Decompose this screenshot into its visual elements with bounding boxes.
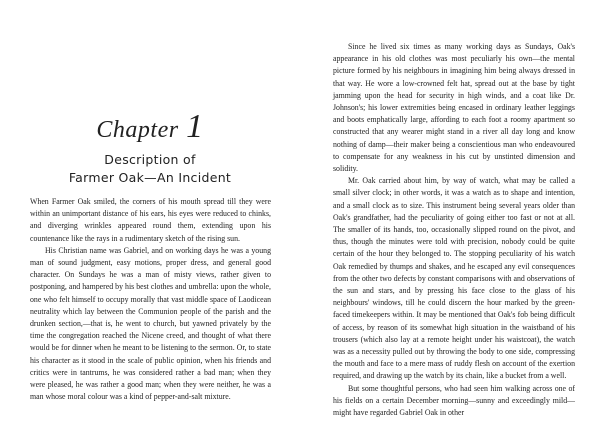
- right-page: [300, 0, 600, 432]
- chapter-heading: [0, 108, 300, 145]
- chapter-title-line-1: Description of: [104, 152, 196, 167]
- paragraph: But some thoughtful persons, who had seen him walking across one of his fields on a certain December morning—sunny and exceedingly mild—might have regarded Gabriel Oak in other: [333, 383, 575, 418]
- left-body-text: [30, 196, 271, 403]
- paragraph: His Christian name was Gabriel, and on working days he was a young man of sound judgment, easy motions, proper dress, and general good character. On Sundays he was a man of misty views, rather given to postponing, and hampered by his best clothes and umbrella: upon the whole, one who felt himself to occupy morally that vast middle space of Laodicean neutrality which lay between the Communion people of the parish and the drunken section,—that is, he went to church, but yawned privately by the time the congregation reached the Nicene creed, and thought of what there would be for dinner when he meant to be listening to the sermon. Or, to state his character as it stood in the scale of public opinion, when his friends and critics were in tantrums, he was considered rather a bad man; when they were pleased, he was rather a good man; when they were neither, he was a man whose moral colour was a kind of pepper-and-salt mixture.: [30, 245, 271, 402]
- right-body-text: [333, 41, 575, 419]
- paragraph: Mr. Oak carried about him, by way of watch, what may be called a small silver clock; in other words, it was a watch as to shape and intention, and a small clock as to size. This instrument being several years older than Oak's grandfather, had the peculiarity of going either too fast or not at all. The smaller of its hands, too, occasionally slipped round on the pivot, and thus, though the minutes were told with precision, nobody could be quite certain of the hour they belonged to. The stopping peculiarity of his watch Oak remedied by thumps and shakes, and he escaped any evil consequences from the other two defects by constant comparisons with and observations of the sun and stars, and by pressing his face close to the glass of his neighbours' windows, till he could discern the hour marked by the green-faced timekeepers within. It may be mentioned that Oak's fob being difficult of access, by reason of its somewhat high situation in the waistband of his trousers (which also lay at a remote height under his waistcoat), the watch was as a necessity pulled out by throwing the body to one side, compressing the mouth and face to a mere mass of ruddy flesh on account of the exertion required, and drawing up the watch by its chain, like a bucket from a well.: [333, 176, 575, 381]
- chapter-word: Chapter: [96, 117, 179, 143]
- chapter-title-line-2: Farmer Oak—An Incident: [68, 170, 232, 185]
- chapter-number: 1: [186, 108, 204, 145]
- chapter-title: [0, 151, 300, 187]
- paragraph: Since he lived six times as many working days as Sundays, Oak's appearance in his old clothes was most peculiarly his own—the mental picture formed by his neighbours in imagining him being always dressed in that way. He wore a low-crowned felt hat, spread out at the base by tight jamming upon the head for security in high winds, and a coat like Dr. Johnson's; his lower extremities being encased in ordinary leather leggings and boots emphatically large, affording to each foot a roomy apartment so constructed that any wearer might stand in a river all day long and know nothing of damp—their maker being a conscientious man who endeavoured to compensate for any weakness in his cut by unstinted dimension and solidity.: [333, 42, 575, 174]
- paragraph: When Farmer Oak smiled, the corners of his mouth spread till they were within an unimportant distance of his ears, his eyes were reduced to chinks, and diverging wrinkles appeared round them, extending upon his countenance like the rays in a rudimentary sketch of the rising sun.: [30, 197, 271, 243]
